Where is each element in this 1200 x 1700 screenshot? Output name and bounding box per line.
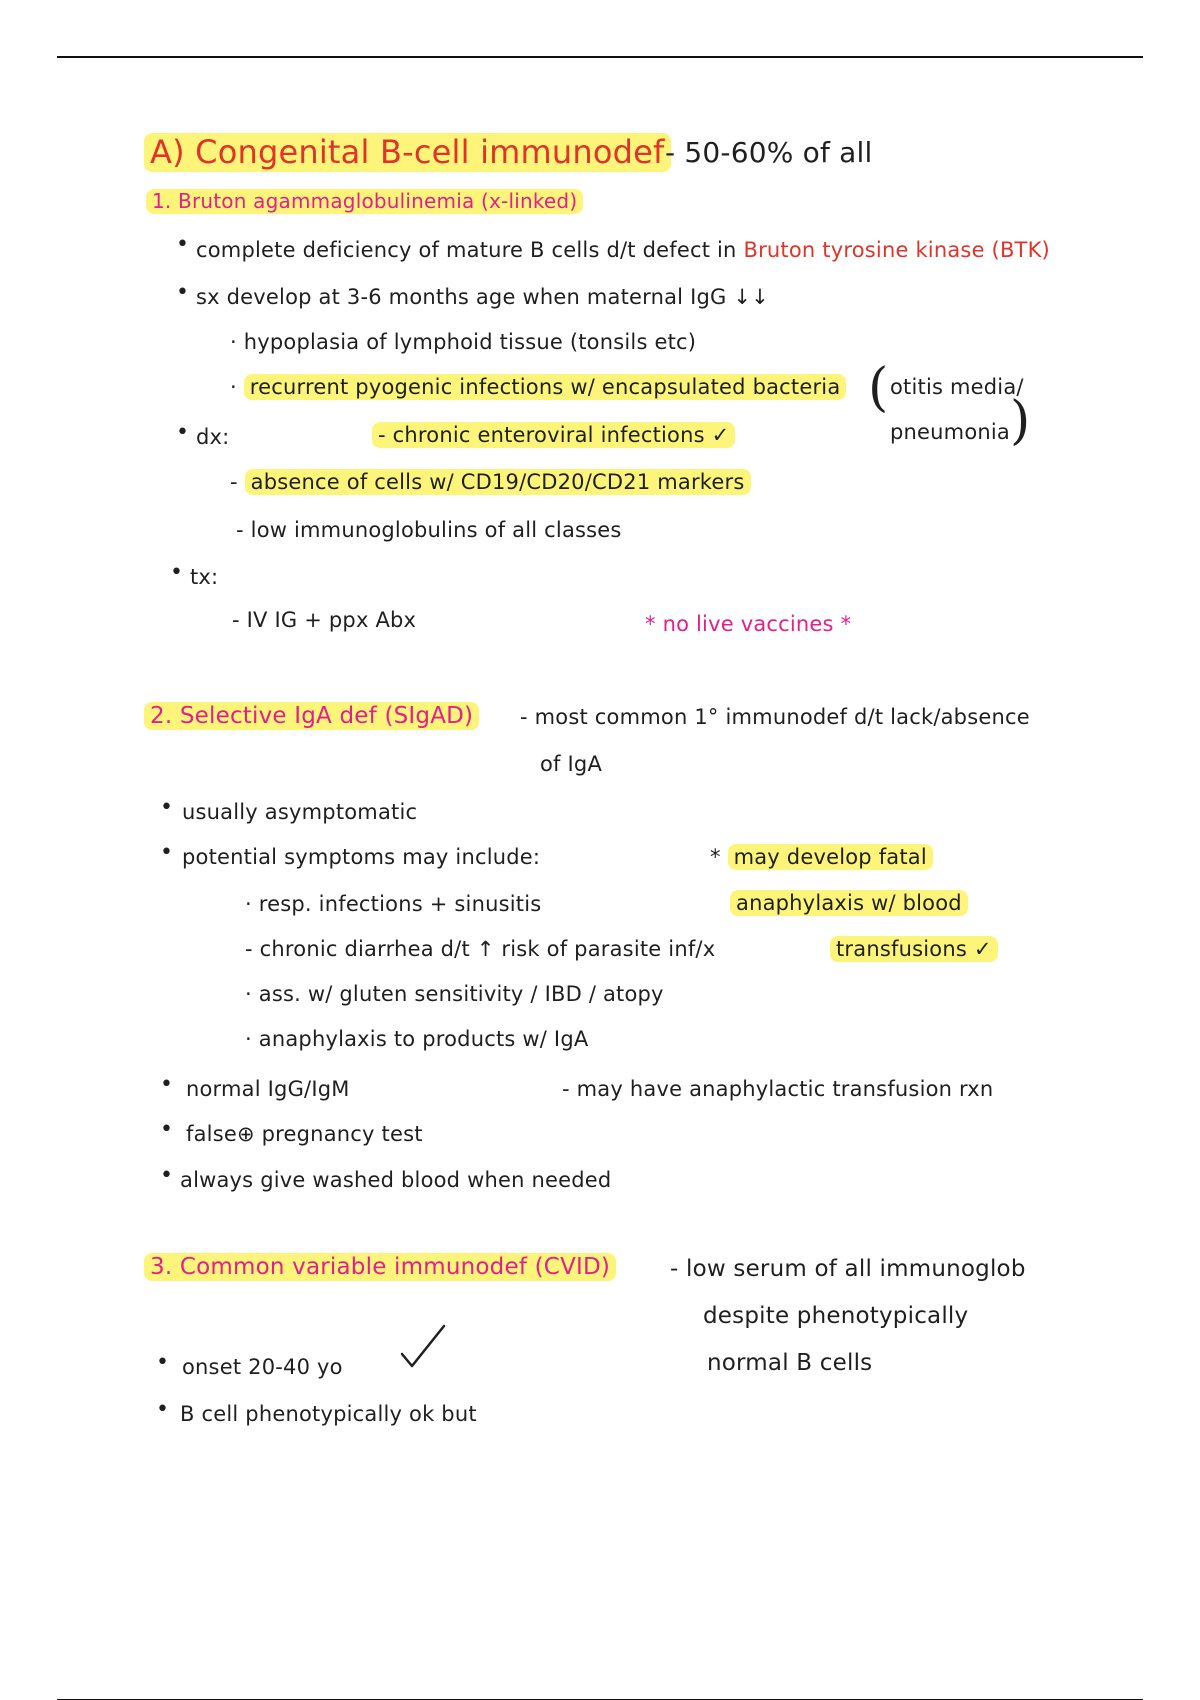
bullet-dot: •: [160, 795, 173, 820]
sigad-line-1: usually asymptomatic: [182, 800, 418, 824]
bruton-line-8-text: IV IG + ppx Abx: [246, 608, 417, 632]
sigad-line-4: false⊕ pregnancy test: [186, 1122, 423, 1146]
side-note-pneumonia: pneumonia: [890, 420, 1010, 444]
left-bracket: (: [868, 358, 889, 418]
cvid-line-1: onset 20-40 yo: [182, 1355, 343, 1379]
tx-label: tx:: [190, 565, 219, 589]
sigad-symptom-2: - chronic diarrhea d/t ↑ risk of parasite inf/x: [245, 937, 716, 961]
section-a-note: - 50-60% of all: [665, 136, 873, 169]
section-a-title: A) Congenital B-cell immunodef: [144, 133, 671, 172]
warning-line-b: [730, 891, 968, 915]
sigad-desc-1: - most common 1° immunodef d/t lack/absence: [520, 705, 1030, 729]
sigad-heading: 2. Selective IgA def (SIgAD): [144, 702, 479, 730]
cvid-desc-3: normal B cells: [707, 1350, 873, 1376]
sigad-symptom-4-text: anaphylaxis to products w/ IgA: [258, 1027, 589, 1051]
sigad-line-3-side: - may have anaphylactic transfusion rxn: [562, 1077, 994, 1101]
bullet-dot: •: [176, 280, 189, 305]
dx-label: dx:: [196, 425, 230, 449]
warning-line-a: * may develop fatal: [710, 845, 933, 869]
cvid-desc-1: - low serum of all immunoglob: [670, 1256, 1026, 1282]
sigad-line-2: potential symptoms may include:: [182, 845, 541, 869]
bruton-heading: 1. Bruton agammaglobulinemia (x-linked): [146, 189, 583, 214]
bruton-line-1-text: complete deficiency of mature B cells d/t defect in: [196, 238, 737, 262]
bruton-line-8: - IV IG + ppx Abx: [232, 608, 417, 632]
warning-line-b-text: anaphylaxis w/ blood: [730, 890, 968, 916]
bullet-dot: •: [160, 840, 173, 865]
cvid-desc-2: despite phenotypically: [703, 1303, 969, 1329]
cvid-line-2: B cell phenotypically ok but: [180, 1402, 477, 1426]
bruton-line-5-text: - chronic enteroviral infections ✓: [372, 422, 735, 448]
bullet-dot: •: [160, 1072, 173, 1097]
bruton-line-3: · hypoplasia of lymphoid tissue (tonsils etc): [230, 330, 697, 354]
bruton-line-4: · recurrent pyogenic infections w/ encapsulated bacteria: [230, 375, 846, 399]
sigad-line-3: normal IgG/IgM: [186, 1077, 350, 1101]
bullet-dot: •: [156, 1350, 169, 1375]
bullet-dot: •: [176, 420, 189, 445]
sigad-symptom-2-text: chronic diarrhea d/t ↑ risk of parasite inf/x: [259, 937, 716, 961]
sigad-desc-2: of IgA: [540, 752, 603, 776]
bruton-line-4-text: recurrent pyogenic infections w/ encapsulated bacteria: [244, 374, 847, 400]
warning-line-c-text: transfusions ✓: [830, 936, 998, 962]
sigad-symptom-1: · resp. infections + sinusitis: [245, 892, 542, 916]
sigad-symptom-3: · ass. w/ gluten sensitivity / IBD / atopy: [245, 982, 664, 1006]
bruton-line-1: [196, 238, 1050, 262]
bruton-line-3-text: hypoplasia of lymphoid tissue (tonsils etc): [243, 330, 697, 354]
sigad-line-5: always give washed blood when needed: [180, 1168, 612, 1192]
checkmark-icon: [398, 1322, 448, 1372]
side-note-otitis: otitis media/: [890, 375, 1024, 399]
no-live-vaccines-note: * no live vaccines *: [645, 612, 852, 636]
bullet-dot: •: [156, 1397, 169, 1422]
warning-line-a-text: may develop fatal: [728, 844, 933, 870]
bullet-dot: •: [160, 1163, 173, 1188]
sigad-symptom-1-text: resp. infections + sinusitis: [258, 892, 542, 916]
sigad-symptom-4: · anaphylaxis to products w/ IgA: [245, 1027, 589, 1051]
bruton-line-6: - absence of cells w/ CD19/CD20/CD21 markers: [230, 470, 751, 494]
right-bracket: ): [1010, 391, 1031, 451]
bruton-line-7: - low immunoglobulins of all classes: [236, 518, 622, 542]
bruton-line-2: sx develop at 3-6 months age when maternal IgG ↓↓: [196, 285, 769, 309]
bruton-line-5: [372, 423, 735, 447]
bullet-dot: •: [176, 232, 189, 257]
bullet-dot: •: [170, 560, 183, 585]
warning-line-c: [830, 937, 998, 961]
bruton-line-7-text: low immunoglobulins of all classes: [250, 518, 622, 542]
bruton-btk-term: Bruton tyrosine kinase (BTK): [743, 238, 1050, 262]
cvid-heading: 3. Common variable immunodef (CVID): [144, 1253, 616, 1281]
top-divider: [57, 56, 1143, 58]
bullet-dot: •: [160, 1117, 173, 1142]
sigad-symptom-3-text: ass. w/ gluten sensitivity / IBD / atopy: [258, 982, 664, 1006]
bruton-line-6-text: absence of cells w/ CD19/CD20/CD21 markers: [245, 469, 751, 495]
